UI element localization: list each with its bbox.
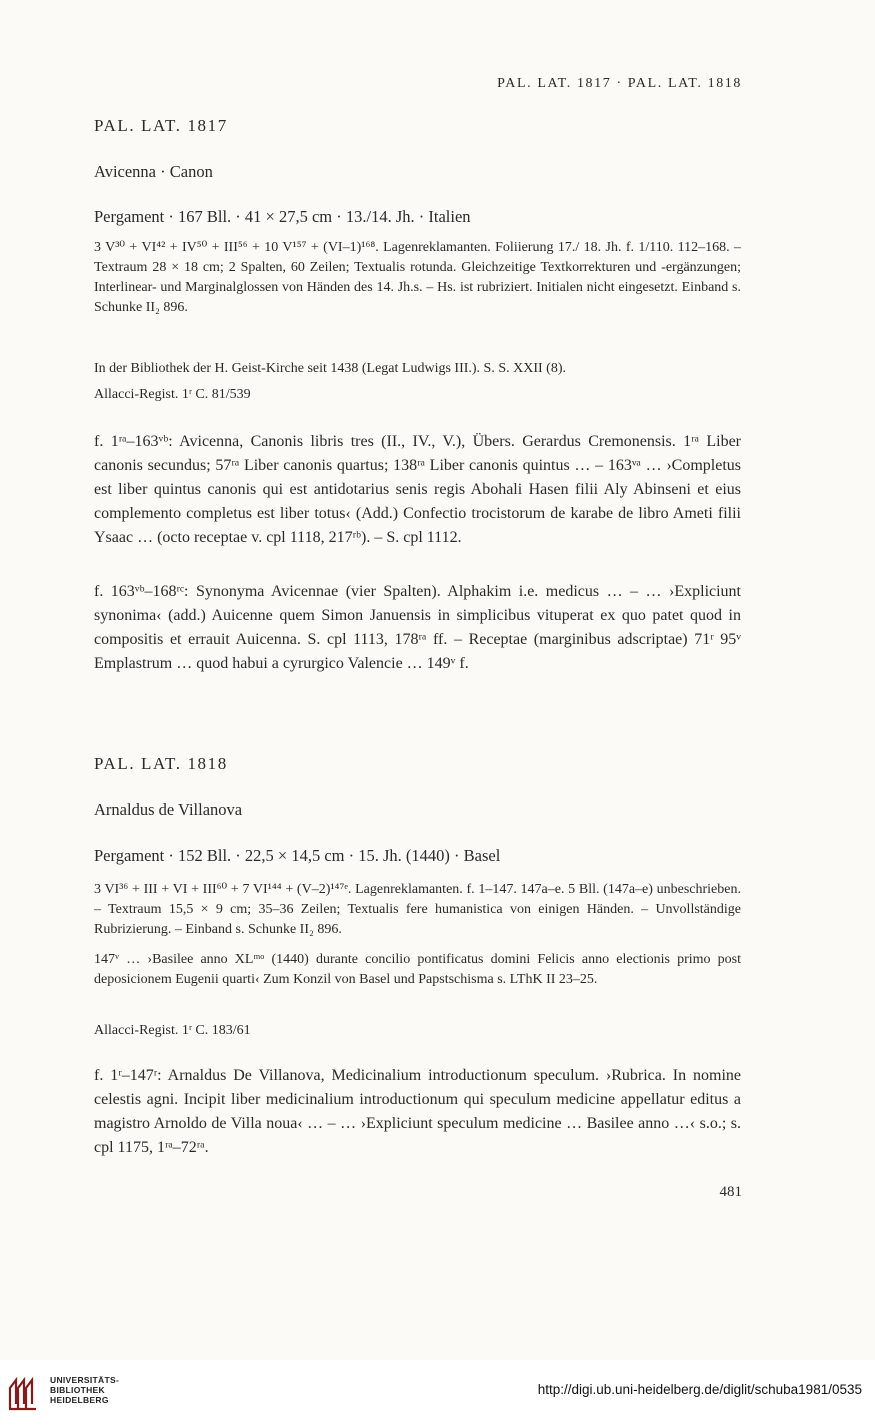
viewer-footer [0, 1360, 875, 1425]
collation-1818: 3 VI³⁶ + III + VI + III⁶⁰ + 7 VI¹⁴⁴ + (V–2)¹⁴⁷ᵉ. Lagenreklamanten. f. 1–147. 147a–e. 5 Bll. (147a–e) unbeschrieben. – Textraum 15,5 × 9 cm; 35–36 Zeilen; Textualis fere humanistica von einigen Händen. – Unvollständige Rubrizierung. – Einband s. Schunke II₂ 896. [94, 882, 741, 937]
allacci-register-1817: Allacci-Regist. 1ʳ C. 81/539 [94, 387, 251, 402]
physical-description-1818: Pergament · 152 Bll. · 22,5 × 14,5 cm · 15. Jh. (1440) · Basel [94, 846, 501, 865]
contents-synonyma: f. 163ᵛᵇ–168ʳᶜ: Synonyma Avicennae (vier Spalten). Alphakim i.e. medicus … – … ›Expliciunt synonima‹ (add.) Auicenne quem Simon Januensis in simplicibus vituperat ex quo patet quod in compositis et errauit Auicenna. S. cpl 1113, 178ʳᵃ ff. – Receptae (marginibus adscriptae) 71ʳ 95ᵛ Emplastrum … quod habui a cyrurgico Valencie … 149ᵛ f. [94, 583, 741, 672]
contents-arnaldus: f. 1ʳ–147ʳ: Arnaldus De Villanova, Medicinalium introductionum speculum. ›Rubrica. In nomine celestis agni. Incipit liber medicinalium introductionum qui speculum medicine appellatur editus a magistro Arnoldo de Villa noua‹ … – … ›Expliciunt speculum medicine … Basilee anno …‹ s.o.; s. cpl 1175, 1ʳᵃ–72ʳᵃ. [94, 1067, 741, 1156]
physical-description-1817: Pergament · 167 Bll. · 41 × 27,5 cm · 13./14. Jh. · Italien [94, 207, 471, 226]
date-note-1818: 147ᵛ … ›Basilee anno XLᵐᵒ (1440) durante concilio pontificatus domini Felicis anno electionis primo post deposicionem Eugenii quarti‹ Zum Konzil von Basel und Papstschisma s. LThK II 23–25. [94, 952, 741, 987]
source-url-link[interactable]: http://digi.ub.uni-heidelberg.de/diglit/schuba1981/0535 [537, 1382, 862, 1397]
library-name-line: UNIVERSITÄTS- [50, 1375, 120, 1385]
library-name-line: HEIDELBERG [50, 1395, 109, 1405]
university-library-logo-icon [6, 1374, 44, 1412]
allacci-register-1818: Allacci-Regist. 1ʳ C. 183/61 [94, 1023, 251, 1038]
library-name-line: BIBLIOTHEK [50, 1385, 105, 1395]
provenance-1817: In der Bibliothek der H. Geist-Kirche seit 1438 (Legat Ludwigs III.). S. S. XXII (8). [94, 361, 567, 376]
library-name [50, 1375, 119, 1405]
collation-1817: 3 V³⁰ + VI⁴² + IV⁵⁰ + III⁵⁶ + 10 V¹⁵⁷ + (VI–1)¹⁶⁸. Lagenreklamanten. Foliierung 17./ 18. Jh. f. 1/110. 112–168. – Textraum 28 × 18 cm; 2 Spalten, 60 Zeilen; Textualis rotunda. Gleichzeitige Textkorrekturen und -ergänzungen; Interlinear- und Marginalglossen von Händen des 14. Jh.s. – Hs. ist rubriziert. Initialen nicht eingesetzt. Einband s. Schunke II₂ 896. [94, 240, 741, 315]
contents-avicenna-canon: f. 1ʳᵃ–163ᵛᵇ: Avicenna, Canonis libris tres (II., IV., V.), Übers. Gerardus Cremonensis. 1ʳᵃ Liber canonis secundus; 57ʳᵃ Liber canonis quartus; 138ʳᵃ Liber canonis quintus … – 163ᵛᵃ … ›Completus est liber quintus canonis qui est antidotarius senis regis Abohali Hasen filii Aly Abinseni et eius complemento completus est liber totus‹ (Add.) Confectio trocistorum de karabe de libro Ameti filii Ysaac … (octo receptae v. cpl 1118, 217ʳᵇ). – S. cpl 1112. [94, 433, 741, 546]
entry-heading-1818: PAL. LAT. 1818 [94, 754, 228, 773]
entry-title-1818: Arnaldus de Villanova [94, 800, 243, 819]
page-number: 481 [719, 1184, 742, 1200]
entry-title-1817: Avicenna · Canon [94, 162, 213, 181]
entry-heading-1817: PAL. LAT. 1817 [94, 116, 228, 135]
running-head: PAL. LAT. 1817 · PAL. LAT. 1818 [497, 76, 742, 91]
